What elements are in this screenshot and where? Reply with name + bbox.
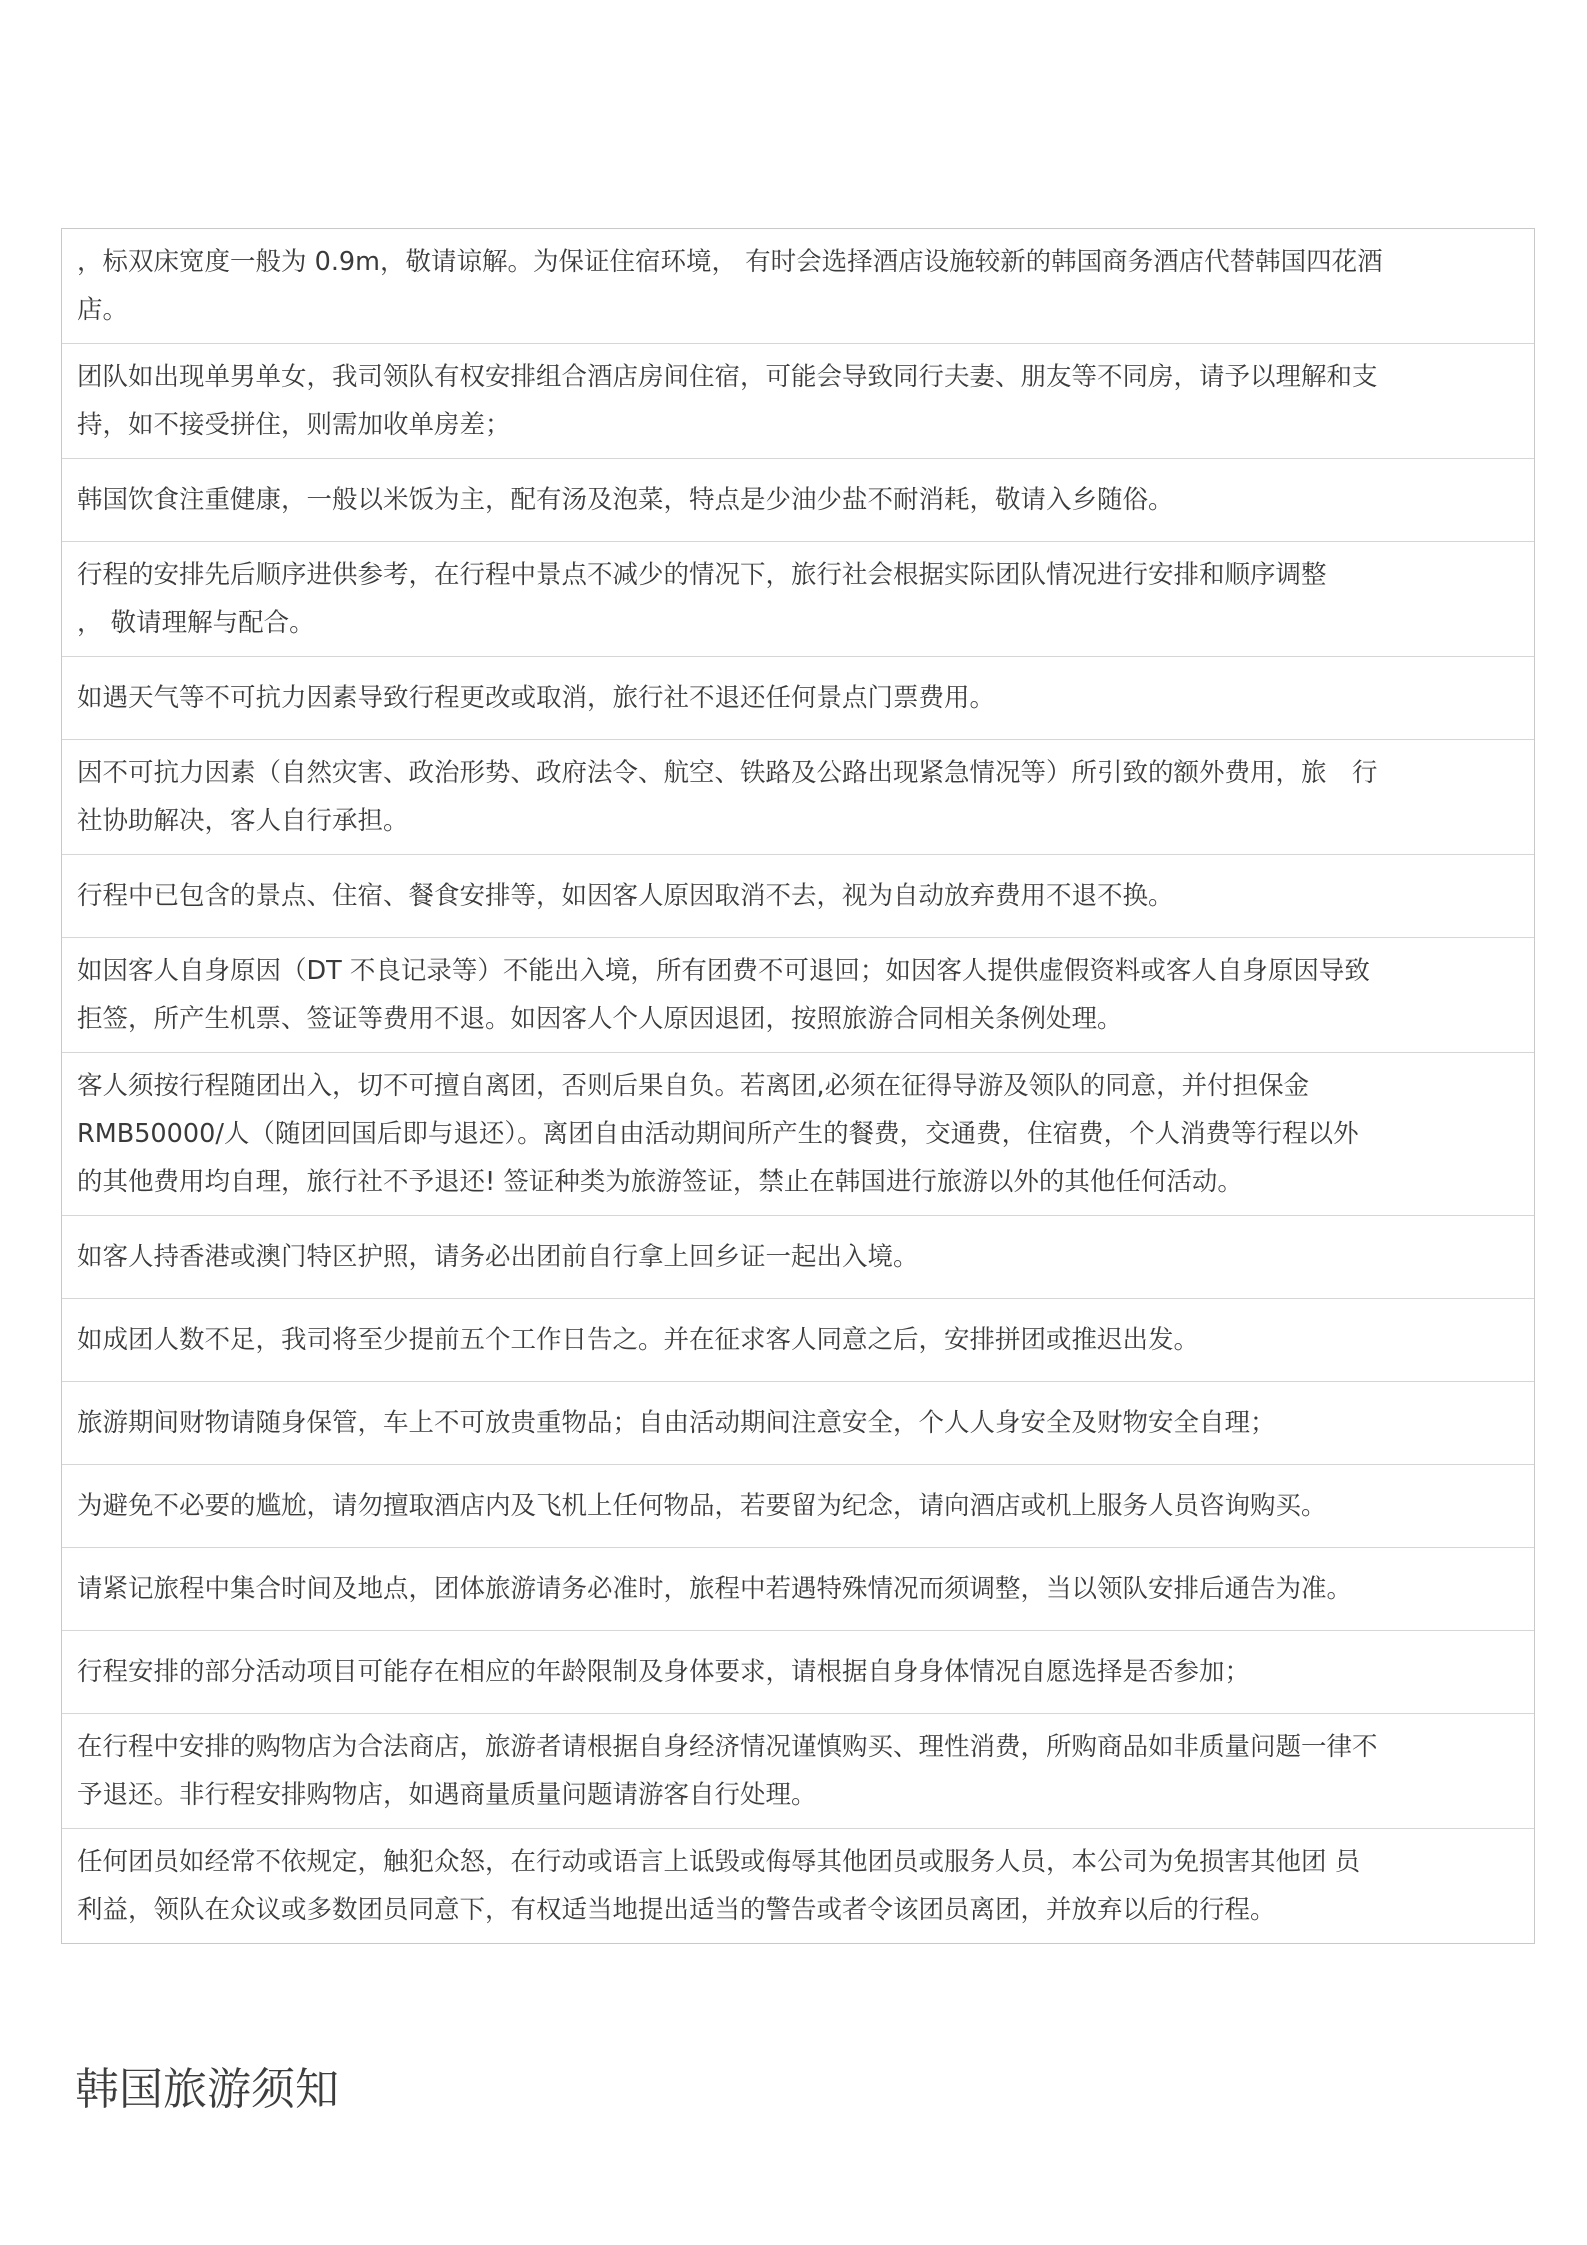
notice-line: 因不可抗力因素（自然灾害、政治形势、政府法令、航空、铁路及公路出现紧急情况等）所引致的额外费用，旅 行	[77, 758, 1378, 788]
notice-line: 任何团员如经常不依规定，触犯众怒，在行动或语言上诋毁或侮辱其他团员或服务人员，本公司为免损害其他团 员	[77, 1847, 1361, 1877]
notice-row	[62, 937, 1534, 1052]
notice-table	[61, 228, 1535, 1944]
notice-line: 社协助解决，客人自行承担。	[77, 806, 409, 836]
notice-row	[62, 1052, 1534, 1215]
notice-row	[62, 1630, 1534, 1713]
notice-row	[62, 1547, 1534, 1630]
notice-row	[62, 1215, 1534, 1298]
notice-row	[62, 1381, 1534, 1464]
notice-row	[62, 458, 1534, 541]
notice-line: ， 敬请理解与配合。	[77, 608, 315, 638]
notice-row	[62, 1464, 1534, 1547]
notice-line: 客人须按行程随团出入，切不可擅自离团，否则后果自负。若离团,必须在征得导游及领队的同意，并付担保金	[77, 1071, 1310, 1101]
notice-line: RMB50000/人（随团回国后即与退还）。离团自由活动期间所产生的餐费，交通费，住宿费，个人消费等行程以外	[77, 1119, 1359, 1149]
notice-line: 请紧记旅程中集合时间及地点，团体旅游请务必准时，旅程中若遇特殊情况而须调整，当以领队安排后通告为准。	[77, 1574, 1353, 1604]
notice-row	[62, 739, 1534, 854]
notice-line: 旅游期间财物请随身保管，车上不可放贵重物品；自由活动期间注意安全，个人人身安全及财物安全自理；	[77, 1408, 1276, 1438]
notice-line: 的其他费用均自理，旅行社不予退还! 签证种类为旅游签证，禁止在韩国进行旅游以外的其他任何活动。	[77, 1167, 1243, 1197]
notice-row	[62, 229, 1534, 343]
notice-line: 利益，领队在众议或多数团员同意下，有权适当地提出适当的警告或者令该团员离团，并放弃以后的行程。	[77, 1895, 1276, 1925]
notice-line: ，标双床宽度一般为 0.9m，敬请谅解。为保证住宿环境， 有时会选择酒店设施较新的韩国商务酒店代替韩国四花酒	[77, 247, 1383, 277]
notice-line: 行程的安排先后顺序进供参考，在行程中景点不减少的情况下，旅行社会根据实际团队情况进行安排和顺序调整	[77, 560, 1327, 590]
notice-row	[62, 1828, 1534, 1943]
notice-line: 韩国饮食注重健康，一般以米饭为主，配有汤及泡菜，特点是少油少盐不耐消耗，敬请入乡随俗。	[77, 485, 1174, 515]
notice-line: 如成团人数不足，我司将至少提前五个工作日告之。并在征求客人同意之后，安排拼团或推迟出发。	[77, 1325, 1200, 1355]
notice-line: 如客人持香港或澳门特区护照，请务必出团前自行拿上回乡证一起出入境。	[77, 1242, 919, 1272]
notice-line: 如遇天气等不可抗力因素导致行程更改或取消，旅行社不退还任何景点门票费用。	[77, 683, 996, 713]
notice-line: 团队如出现单男单女，我司领队有权安排组合酒店房间住宿，可能会导致同行夫妻、朋友等不同房，请予以理解和支	[77, 362, 1378, 392]
notice-row	[62, 854, 1534, 937]
notice-line: 行程安排的部分活动项目可能存在相应的年龄限制及身体要求，请根据自身身体情况自愿选择是否参加；	[77, 1657, 1251, 1687]
notice-row	[62, 343, 1534, 458]
section-title: 韩国旅游须知	[75, 2064, 339, 2115]
notice-line: 持，如不接受拼住，则需加收单房差；	[77, 410, 511, 440]
notice-row	[62, 541, 1534, 656]
notice-row	[62, 1713, 1534, 1828]
notice-line: 如因客人自身原因（DT 不良记录等）不能出入境，所有团费不可退回；如因客人提供虚假资料或客人自身原因导致	[77, 956, 1370, 986]
notice-line: 店。	[77, 295, 129, 325]
notice-line: 在行程中安排的购物店为合法商店，旅游者请根据自身经济情况谨慎购买、理性消费，所购商品如非质量问题一律不	[77, 1732, 1378, 1762]
notice-line: 予退还。非行程安排购物店，如遇商量质量问题请游客自行处理。	[77, 1780, 817, 1810]
notice-line: 行程中已包含的景点、住宿、餐食安排等，如因客人原因取消不去，视为自动放弃费用不退不换。	[77, 881, 1174, 911]
notice-row	[62, 656, 1534, 739]
notice-line: 拒签，所产生机票、签证等费用不退。如因客人个人原因退团，按照旅游合同相关条例处理。	[77, 1004, 1123, 1034]
notice-row	[62, 1298, 1534, 1381]
notice-line: 为避免不必要的尴尬，请勿擅取酒店内及飞机上任何物品，若要留为纪念，请向酒店或机上服务人员咨询购买。	[77, 1491, 1327, 1521]
